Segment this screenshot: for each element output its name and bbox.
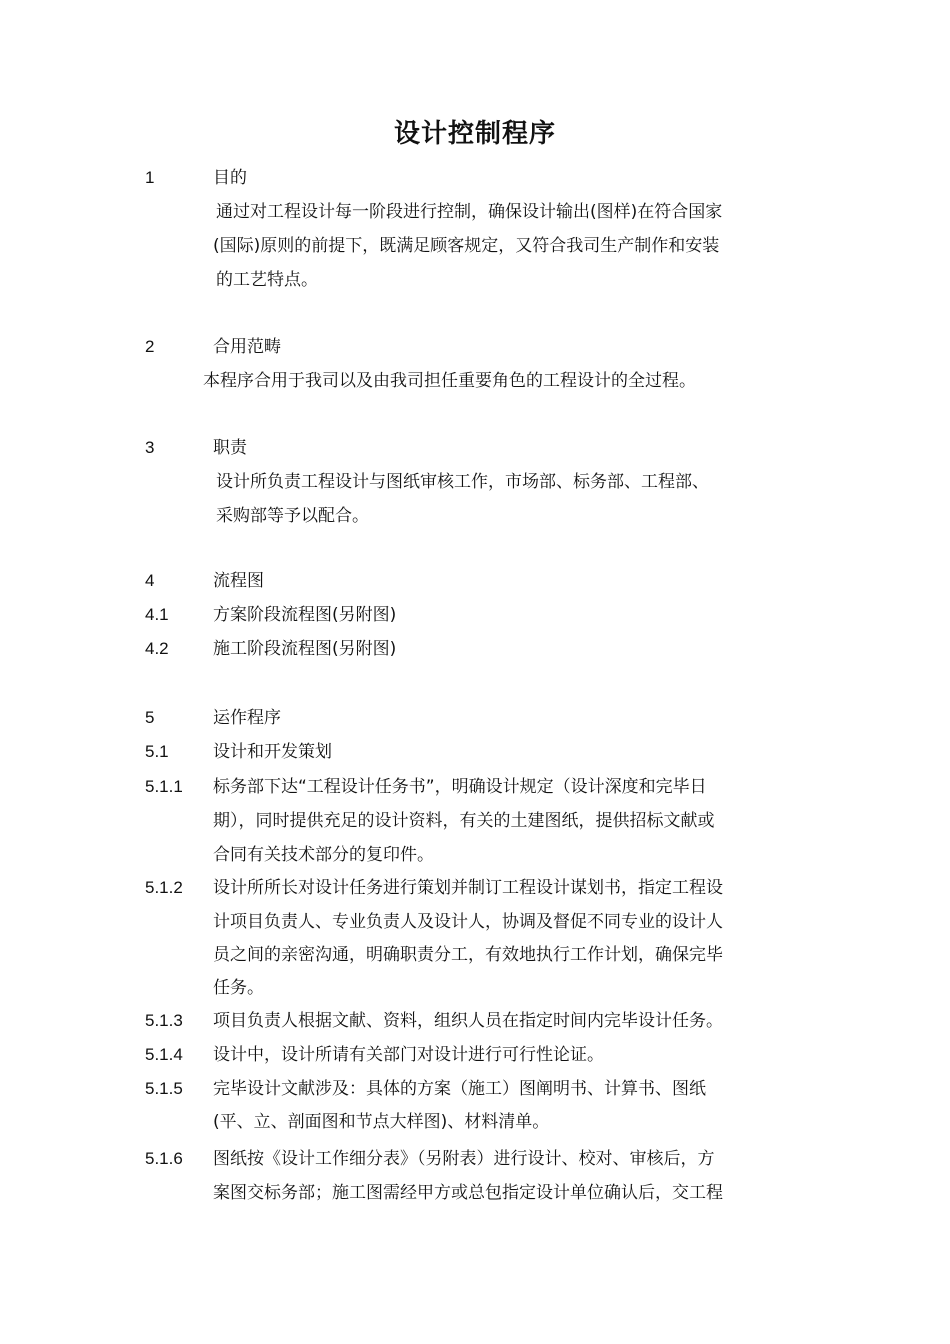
section-number: 1 — [145, 168, 155, 187]
paragraph-line: 案图交标务部；施工图需经甲方或总包指定设计单位确认后，交工程 — [213, 1183, 723, 1203]
section-number: 5.1.1 — [145, 777, 183, 796]
section-number: 4.1 — [145, 605, 169, 624]
page-title: 设计控制程序 — [393, 119, 556, 149]
paragraph-line: 完毕设计文献涉及：具体的方案（施工）图阐明书、计算书、图纸 — [213, 1079, 706, 1099]
paragraph-line: 员之间的亲密沟通，明确职责分工，有效地执行工作计划，确保完毕 — [213, 945, 723, 965]
section-number: 5.1.3 — [145, 1011, 183, 1030]
paragraph-line: 采购部等予以配合。 — [216, 506, 369, 526]
section-number: 2 — [145, 337, 155, 356]
paragraph-line: 标务部下达“工程设计任务书”，明确设计规定（设计深度和完毕日 — [213, 777, 707, 797]
section-number: 5.1 — [145, 742, 169, 761]
paragraph-line: 设计所所长对设计任务进行策划并制订工程设计谋划书，指定工程设 — [213, 878, 723, 898]
section-number: 4.2 — [145, 639, 169, 658]
paragraph-line: 通过对工程设计每一阶段进行控制，确保设计输出(图样)在符合国家 — [216, 202, 723, 222]
section-number: 5.1.5 — [145, 1079, 183, 1098]
paragraph-line: 计项目负责人、专业负责人及设计人，协调及督促不同专业的设计人 — [213, 912, 723, 932]
section-heading: 设计和开发策划 — [213, 742, 332, 762]
section-heading: 合用范畴 — [213, 337, 281, 357]
section-number: 5 — [145, 708, 155, 727]
section-number: 3 — [145, 438, 155, 457]
section-heading: 目的 — [213, 168, 247, 188]
section-heading: 方案阶段流程图(另附图) — [213, 605, 397, 625]
section-number: 5.1.6 — [145, 1149, 183, 1168]
section-heading: 施工阶段流程图(另附图) — [213, 639, 397, 659]
section-heading: 流程图 — [213, 571, 264, 591]
paragraph-line: 图纸按《设计工作细分表》（另附表）进行设计、校对、审核后，方 — [213, 1149, 715, 1169]
paragraph-line: 设计所负责工程设计与图纸审核工作，市场部、标务部、工程部、 — [216, 472, 709, 492]
section-number: 5.1.4 — [145, 1045, 183, 1064]
paragraph-line: 本程序合用于我司以及由我司担任重要角色的工程设计的全过程。 — [203, 371, 696, 391]
section-number: 4 — [145, 571, 155, 590]
section-heading: 职责 — [213, 438, 247, 458]
section-number: 5.1.2 — [145, 878, 183, 897]
paragraph-line: (国际)原则的前提下，既满足顾客规定，又符合我司生产制作和安装 — [213, 236, 720, 256]
paragraph-line: 期），同时提供充足的设计资料，有关的土建图纸，提供招标文献或 — [213, 811, 715, 831]
section-heading: 运作程序 — [213, 708, 281, 728]
paragraph-line: (平、立、剖面图和节点大样图)、材料清单。 — [213, 1112, 550, 1132]
paragraph-line: 设计中，设计所请有关部门对设计进行可行性论证。 — [213, 1045, 604, 1065]
paragraph-line: 项目负责人根据文献、资料，组织人员在指定时间内完毕设计任务。 — [213, 1011, 723, 1031]
paragraph-line: 合同有关技术部分的复印件。 — [213, 845, 434, 865]
paragraph-line: 的工艺特点。 — [216, 270, 318, 290]
paragraph-line: 任务。 — [213, 978, 264, 998]
